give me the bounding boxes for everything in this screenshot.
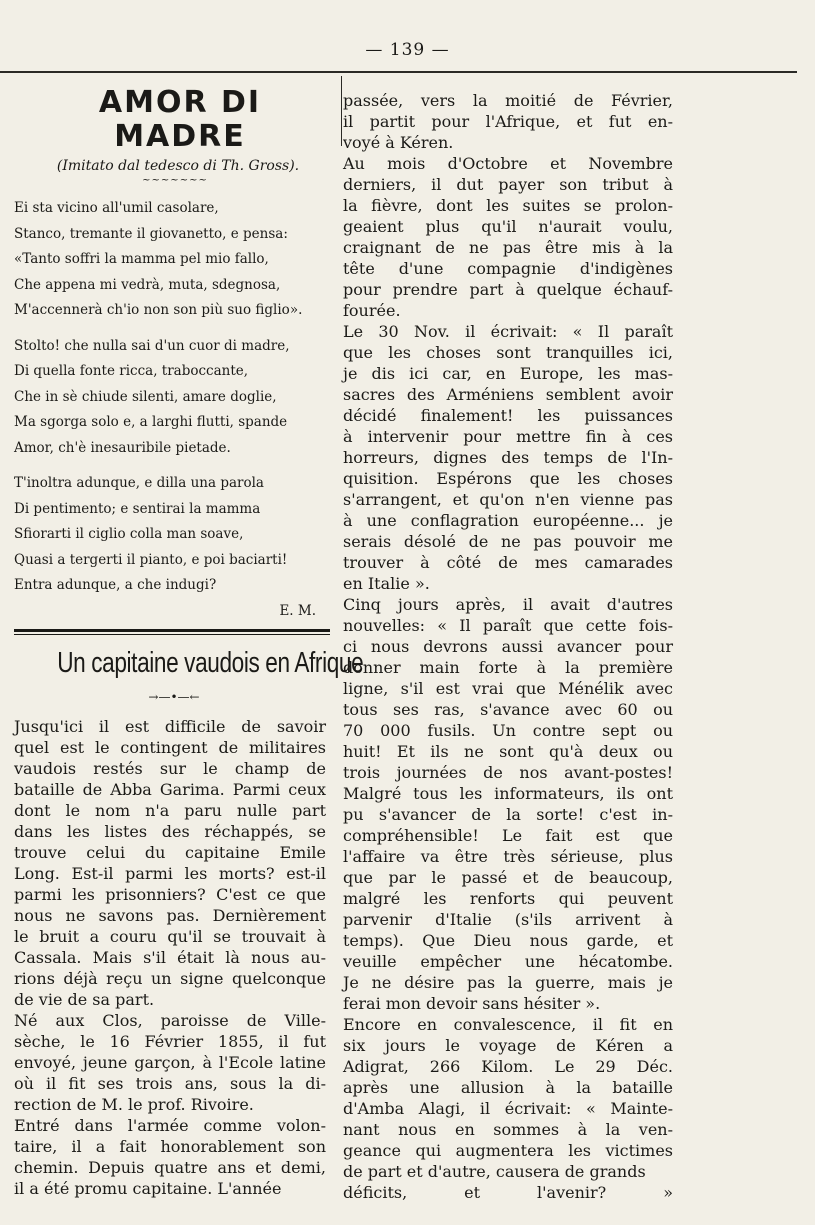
text-line: tous ses ras, s'avance avec 60 ou: [343, 700, 673, 719]
article-title: Un capitaine vaudois en Afrique: [57, 646, 364, 679]
text-line: ci nous devrons aussi avancer pour: [343, 637, 673, 656]
page-number: — 139 —: [365, 40, 450, 60]
poem-line: M'accennerà ch'io non son più suo figlio».: [14, 302, 303, 318]
text-line: décidé finalement! les puissances: [343, 406, 673, 425]
text-line: geaient plus qu'il n'aurait voulu,: [343, 217, 673, 236]
text-line: Cassala. Mais s'il était là nous au-: [14, 947, 326, 967]
text-line: sacres des Arméniens semblent avoir: [343, 385, 673, 404]
text-line: pu s'avancer de la sorte! c'est in-: [343, 805, 673, 824]
text-line: le bruit a couru qu'il se trouvait à: [14, 926, 326, 946]
poem-line: Di pentimento; e sentirai la mamma: [14, 500, 261, 517]
text-line: craignant de ne pas être mis à la: [343, 238, 673, 257]
text-line: de vie de sa part.: [14, 989, 155, 1009]
text-line: Le 30 Nov. il écrivait: « Il paraît: [343, 322, 673, 341]
poem-stanza-2: [14, 334, 326, 462]
text-line: parvenir d'Italie (s'ils arrivent à: [343, 910, 673, 929]
poem-subtitle: (Imitato dal tedesco di Th. Gross).: [56, 158, 300, 174]
text-line: horreurs, dignes des temps de l'In-: [343, 448, 673, 467]
text-line: rions déjà reçu un signe quelconque: [14, 968, 326, 988]
text-line: s'arrangent, et qu'on n'en vienne pas: [343, 490, 673, 509]
text-line: déficits, et l'avenir? »: [343, 1183, 673, 1202]
left-column: [14, 85, 364, 1199]
text-line: parmi les prisonniers? C'est ce que: [14, 884, 326, 904]
text-line: serais désolé de ne pas pouvoir me: [343, 532, 673, 551]
text-line: malgré les renforts qui peuvent: [343, 889, 673, 908]
text-line: après une allusion à la bataille: [343, 1078, 673, 1097]
text-line: la fièvre, dont les suites se prolon-: [343, 196, 673, 215]
section-rule: [14, 629, 330, 635]
header-rule: [0, 71, 797, 73]
text-line: sèche, le 16 Février 1855, il fut: [14, 1031, 326, 1051]
poem-line: Che in sè chiude silenti, amare doglie,: [14, 388, 277, 405]
poem-line: T'inoltra adunque, e dilla una parola: [14, 475, 264, 491]
text-line: il partit pour l'Afrique, et fut en-: [343, 112, 673, 131]
text-line: rection de M. le prof. Rivoire.: [14, 1094, 254, 1114]
text-line: fourée.: [343, 301, 401, 320]
text-line: je dis ici car, en Europe, les mas-: [343, 364, 673, 383]
text-line: Malgré tous les informateurs, ils ont: [343, 784, 673, 803]
poem-line: Stanco, tremante il giovanetto, e pensa:: [14, 225, 288, 242]
text-line: donner main forte à la première: [343, 658, 673, 677]
text-line: trouver à côté de mes camarades: [343, 553, 673, 572]
poem-stanza-1: [14, 196, 326, 324]
poem-stanza-3: [14, 471, 326, 599]
text-line: Entré dans l'armée comme volon-: [14, 1115, 326, 1135]
text-line: Je ne désire pas la guerre, mais je: [343, 973, 673, 992]
text-line: Né aux Clos, paroisse de Ville-: [14, 1010, 326, 1030]
text-line: dans les listes des réchappés, se: [14, 821, 326, 841]
text-line: nouvelles: « Il paraît que cette fois-: [343, 616, 673, 635]
text-line: pour prendre part à quelque échauf-: [343, 280, 673, 299]
text-line: tête d'une compagnie d'indigènes: [343, 259, 673, 278]
poem-line: Amor, ch'è inesauribile pietade.: [14, 439, 231, 456]
text-line: geance qui augmentera les victimes: [343, 1141, 673, 1160]
text-line: Cinq jours après, il avait d'autres: [343, 595, 673, 614]
text-line: dont le nom n'a paru nulle part: [14, 800, 326, 820]
text-line: Au mois d'Octobre et Novembre: [343, 154, 673, 173]
text-line: six jours le voyage de Kéren a: [343, 1036, 673, 1055]
text-line: à une conflagration européenne... je: [343, 511, 673, 530]
text-line: quel est le contingent de militaires: [14, 737, 326, 757]
poem-line: «Tanto soffri la mamma pel mio fallo,: [14, 251, 269, 267]
text-line: Long. Est-il parmi les morts? est-il: [14, 863, 326, 883]
poem-line: Ma sgorga solo e, a larghi flutti, spande: [14, 414, 288, 430]
text-line: nant nous en sommes à la ven-: [343, 1120, 673, 1139]
text-line: envoyé, jeune garçon, à l'Ecole latine: [14, 1052, 326, 1072]
text-line: compréhensible! Le fait est que: [343, 826, 673, 845]
poem-line: Sfiorarti il ciglio colla man soave,: [14, 526, 244, 542]
text-line: Encore en convalescence, il fit en: [343, 1015, 673, 1034]
text-line: 70 000 fusils. Un contre sept ou: [343, 721, 673, 740]
text-line: quisition. Espérons que les choses: [343, 469, 673, 488]
text-line: ferai mon devoir sans hésiter ».: [343, 994, 601, 1013]
text-line: derniers, il dut payer son tribut à: [343, 175, 673, 194]
text-line: bataille de Abba Garima. Parmi ceux: [14, 779, 326, 799]
text-line: chemin. Depuis quatre ans et demi,: [14, 1157, 326, 1177]
text-line: nous ne savons pas. Dernièrement: [14, 905, 326, 925]
poem-line: Entra adunque, a che indugi?: [14, 577, 217, 593]
text-line: voyé à Kéren.: [343, 133, 454, 152]
article-body-right: [343, 90, 673, 1203]
poem-line: Di quella fonte ricca, traboccante,: [14, 363, 249, 379]
text-line: d'Amba Alagi, il écrivait: « Mainte-: [343, 1099, 673, 1118]
text-line: en Italie ».: [343, 574, 430, 593]
text-line: à intervenir pour mettre fin à ces: [343, 427, 673, 446]
text-line: Jusqu'ici il est difficile de savoir: [14, 716, 326, 736]
text-line: que les choses sont tranquilles ici,: [343, 343, 673, 362]
text-line: il a été promu capitaine. L'année: [14, 1178, 282, 1198]
text-line: l'affaire va être très sérieuse, plus: [343, 847, 673, 866]
text-line: de part et d'autre, causera de grands: [343, 1162, 646, 1181]
poem-line: Ei sta vicino all'umil casolare,: [14, 200, 219, 216]
poem-line: Stolto! che nulla sai d'un cuor di madre,: [14, 337, 290, 354]
text-line: Adigrat, 266 Kilom. Le 29 Déc.: [343, 1057, 673, 1076]
text-line: où il fit ses trois ans, sous la di-: [14, 1073, 326, 1093]
text-line: huit! Et ils ne sont qu'à deux ou: [343, 742, 673, 761]
text-line: temps). Que Dieu nous garde, et: [343, 931, 673, 950]
poem-line: Che appena mi vedrà, muta, sdegnosa,: [14, 276, 281, 293]
poem-line: Quasi a tergerti il pianto, e poi baciarti!: [14, 551, 288, 568]
text-line: trouve celui du capitaine Emile: [14, 842, 326, 862]
poem-signature: E. M.: [279, 602, 316, 619]
text-line: ligne, s'il est vrai que Ménélik avec: [343, 679, 673, 698]
text-line: passée, vers la moitié de Février,: [343, 91, 673, 110]
text-line: veuille empêcher une hécatombe.: [343, 952, 673, 971]
text-line: trois journées de nos avant-postes!: [343, 763, 673, 782]
text-line: que par le passé et de beaucoup,: [343, 868, 673, 887]
text-line: vaudois restés sur le champ de: [14, 758, 326, 778]
text-line: taire, il a fait honorablement son: [14, 1136, 326, 1156]
article-body-left: [14, 716, 326, 1199]
column-separator: [341, 76, 342, 146]
article-ornament: →—•—←: [148, 689, 200, 704]
poem-title: AMOR DI MADRE: [98, 85, 262, 154]
poem-ornament: ~~~~~~~: [142, 175, 208, 186]
